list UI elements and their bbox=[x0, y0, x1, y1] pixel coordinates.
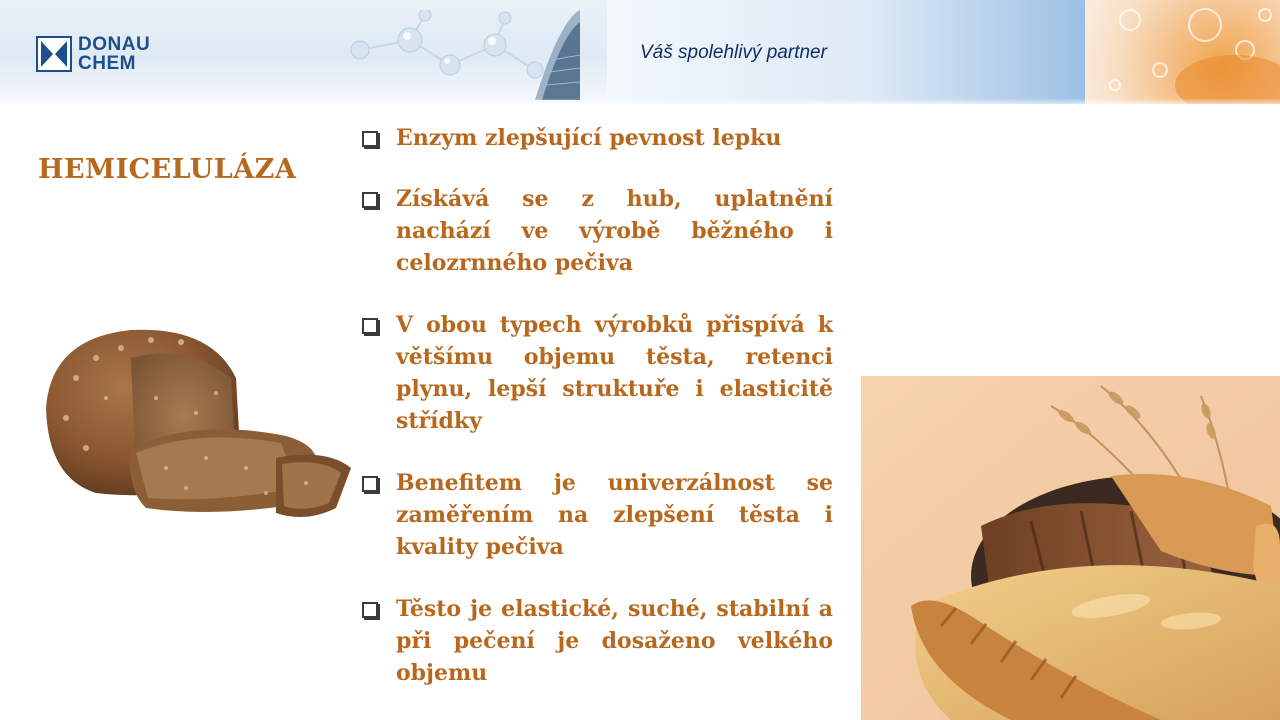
checkbox-bullet-icon bbox=[362, 476, 378, 492]
checkbox-bullet-icon bbox=[362, 318, 378, 334]
bullet-item bbox=[362, 593, 833, 689]
bullet-text: Benefitem je univerzálnost se zaměřením na zlepšení těsta i kvality pečiva bbox=[396, 470, 833, 560]
bullet-text: V obou typech výrobků přispívá k většímu objemu těsta, retenci plynu, lepší struktuře i elasticitě střídky bbox=[396, 312, 833, 434]
sliced-wholegrain-bread-image bbox=[36, 318, 356, 530]
bullet-text: Enzym zlepšující pevnost lepku bbox=[396, 125, 782, 151]
banner-fade bbox=[0, 98, 1280, 104]
logo-line-2: CHEM bbox=[78, 53, 136, 74]
bullet-list bbox=[362, 122, 833, 719]
molecule-decoration-image bbox=[330, 10, 580, 100]
checkbox-bullet-icon bbox=[362, 131, 378, 147]
bullet-text: Těsto je elastické, suché, stabilní a při pečení je dosaženo velkého objemu bbox=[396, 596, 833, 686]
slide-title: HEMICELULÁZA bbox=[38, 154, 297, 185]
logo-wordmark bbox=[78, 35, 150, 73]
banner-left-background bbox=[0, 0, 607, 104]
donauchem-logo bbox=[36, 35, 150, 73]
bullet-text: Získává se z hub, uplatnění nachází ve výrobě běžného i celozrnného pečiva bbox=[396, 186, 833, 276]
header-banner bbox=[0, 0, 1280, 104]
bubbles-decoration bbox=[1085, 0, 1280, 104]
logo-line-1: DONAU bbox=[78, 34, 151, 55]
checkbox-bullet-icon bbox=[362, 602, 378, 618]
checkbox-bullet-icon bbox=[362, 192, 378, 208]
bread-basket-image bbox=[861, 376, 1280, 720]
banner-orange-bubbles-image bbox=[1085, 0, 1280, 104]
donauchem-logo-icon bbox=[36, 36, 72, 72]
bullet-item bbox=[362, 183, 833, 279]
bullet-item bbox=[362, 122, 833, 154]
header-tagline: Váš spolehlivý partner bbox=[640, 42, 827, 63]
bullet-item bbox=[362, 309, 833, 437]
bullet-item bbox=[362, 467, 833, 563]
